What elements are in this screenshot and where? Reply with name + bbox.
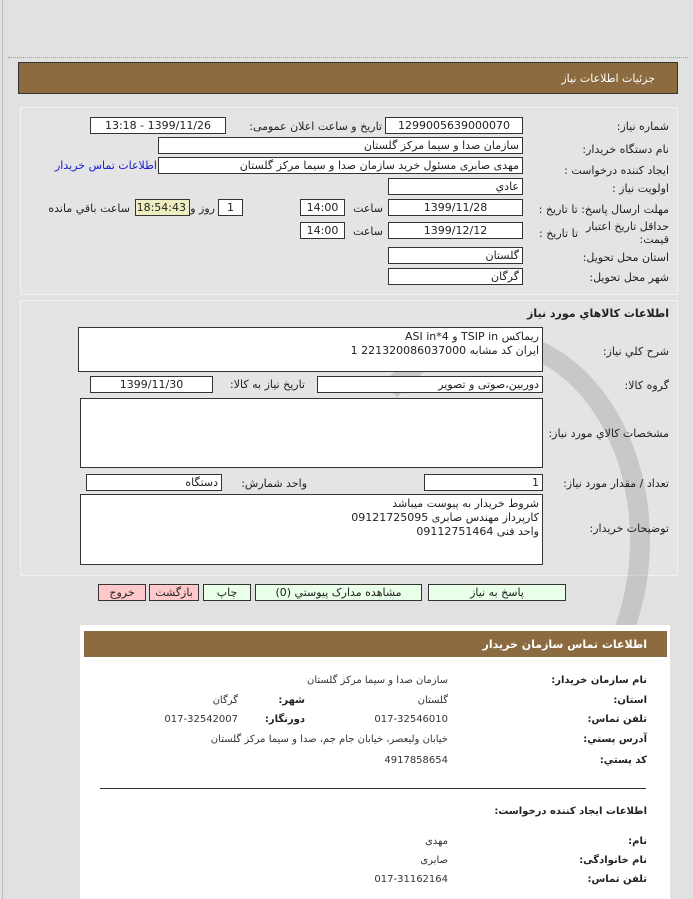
postal-value: 4917858654 xyxy=(384,755,448,766)
divider xyxy=(8,57,688,58)
validity-to-label: تا تاریخ : xyxy=(539,227,578,240)
name-value: مهدی xyxy=(424,836,448,847)
creator-label: ایجاد کننده درخواست : xyxy=(564,164,669,177)
print-button[interactable]: چاپ xyxy=(203,584,251,601)
contact-city-value: گرگان xyxy=(212,695,238,706)
quantity-label: تعداد / مقدار مورد نياز: xyxy=(563,477,669,490)
exit-button[interactable]: خروج xyxy=(98,584,146,601)
days-remaining-field: 1 xyxy=(218,199,243,216)
postal-label: کد پستي: xyxy=(599,755,647,766)
spec-textarea[interactable] xyxy=(80,398,543,468)
need-number-label: شماره نیاز: xyxy=(616,120,669,133)
creator-field[interactable]: مهدی صابری مسئول خرید سازمان صدا و سیما مرکز گلستان xyxy=(158,157,523,174)
priority-field[interactable]: عادي xyxy=(388,178,523,195)
validity-time-label: ساعت xyxy=(353,225,383,238)
goods-section-title: اطلاعات کالاهاي مورد نياز xyxy=(527,307,669,320)
left-border xyxy=(2,0,3,899)
contact-title: اطلاعات تماس سازمان خریدار xyxy=(482,637,647,651)
creator-phone-label: تلفن تماس: xyxy=(587,874,647,885)
need-details-panel xyxy=(20,107,678,295)
deadline-date-field[interactable]: 1399/11/28 xyxy=(388,199,523,216)
validity-date-field[interactable]: 1399/12/12 xyxy=(388,222,523,239)
goods-group-label: گروه کالا: xyxy=(624,379,669,392)
contact-province-label: استان: xyxy=(613,695,647,706)
family-label: نام خانوادگی: xyxy=(579,855,647,866)
remaining-time-field: 18:54:43 xyxy=(135,199,190,216)
announce-field[interactable]: 1399/11/26 - 13:18 xyxy=(90,117,226,134)
contact-header xyxy=(84,631,667,657)
name-label: نام: xyxy=(628,836,647,847)
family-value: صابری xyxy=(420,855,448,866)
attachments-button[interactable]: مشاهده مدارک پيوستي (0) xyxy=(255,584,422,601)
buyer-notes-label: توضيحات خريدار: xyxy=(589,522,669,535)
province-field[interactable]: گلستان xyxy=(388,247,523,264)
reply-button[interactable]: پاسخ به نياز xyxy=(428,584,566,601)
back-button[interactable]: بازگشت xyxy=(149,584,199,601)
city-label: شهر محل تحویل: xyxy=(589,271,669,284)
priority-label: اولویت نیاز : xyxy=(611,182,669,195)
creator-phone-value: 017-31162164 xyxy=(374,874,448,885)
contact-city-label: شهر: xyxy=(278,695,305,706)
announce-label: تاریخ و ساعت اعلان عمومی: xyxy=(249,120,382,133)
unit-label: واحد شمارش: xyxy=(241,477,307,490)
contact-province-value: گلستان xyxy=(417,695,448,706)
fax-value: 017-32542007 xyxy=(164,714,238,725)
page-title: جزئيات اطلاعات نياز xyxy=(561,71,655,85)
buyer-notes-textarea[interactable]: شروط خریدار به پیوست میباشد کارپرداز مهندس صابری 09121725095 واحد فنی 09112751464 xyxy=(80,494,543,565)
goods-group-field[interactable]: دوربین،صوتی و تصویر xyxy=(317,376,543,393)
fax-label: دورنگار: xyxy=(264,714,305,725)
address-value: خیابان ولیعصر، خیابان جام جم، صدا و سیما مرکز گلستان xyxy=(210,734,448,745)
org-value: سازمان صدا و سیما مرکز گلستان xyxy=(306,675,448,686)
page-header xyxy=(18,62,678,94)
creator-section-title: اطلاعات ایجاد کننده درخواست: xyxy=(494,806,647,817)
need-date-field[interactable]: 1399/11/30 xyxy=(90,376,213,393)
org-label: نام سازمان خریدار: xyxy=(551,675,647,686)
remaining-label: ساعت باقي مانده xyxy=(48,202,130,215)
deadline-time-label: ساعت xyxy=(353,202,383,215)
buyer-contact-link[interactable]: اطلاعات تماس خریدار xyxy=(55,159,157,172)
description-label: شرح کلي نياز: xyxy=(602,345,669,358)
phone-label: تلفن تماس: xyxy=(587,714,647,725)
city-field[interactable]: گرگان xyxy=(388,268,523,285)
unit-field[interactable]: دستگاه xyxy=(86,474,222,491)
validity-label: حداقل تاریخ اعتبار قیمت: xyxy=(585,220,669,246)
province-label: استان محل تحویل: xyxy=(582,251,669,264)
buyer-label: نام دستگاه خریدار: xyxy=(582,143,669,156)
address-label: آدرس پستي: xyxy=(583,734,647,745)
quantity-field[interactable]: 1 xyxy=(424,474,543,491)
phone-value: 017-32546010 xyxy=(374,714,448,725)
buyer-field[interactable]: سازمان صدا و سیما مرکز گلستان xyxy=(158,137,523,154)
days-label: روز و xyxy=(190,202,215,215)
contact-divider xyxy=(100,788,646,789)
description-textarea[interactable]: ریماکس TSIP in و ASI in*4 ایران کد مشابه 221320086037000 1 xyxy=(78,327,543,372)
deadline-time-field[interactable]: 14:00 xyxy=(300,199,345,216)
need-date-label: تاريخ نياز به کالا: xyxy=(230,378,305,391)
deadline-label: مهلت ارسال پاسخ: تا تاریخ : xyxy=(538,203,669,216)
validity-time-field[interactable]: 14:00 xyxy=(300,222,345,239)
spec-label: مشخصات کالاي مورد نياز: xyxy=(548,427,669,440)
need-number-field[interactable]: 1299005639000070 xyxy=(385,117,523,134)
